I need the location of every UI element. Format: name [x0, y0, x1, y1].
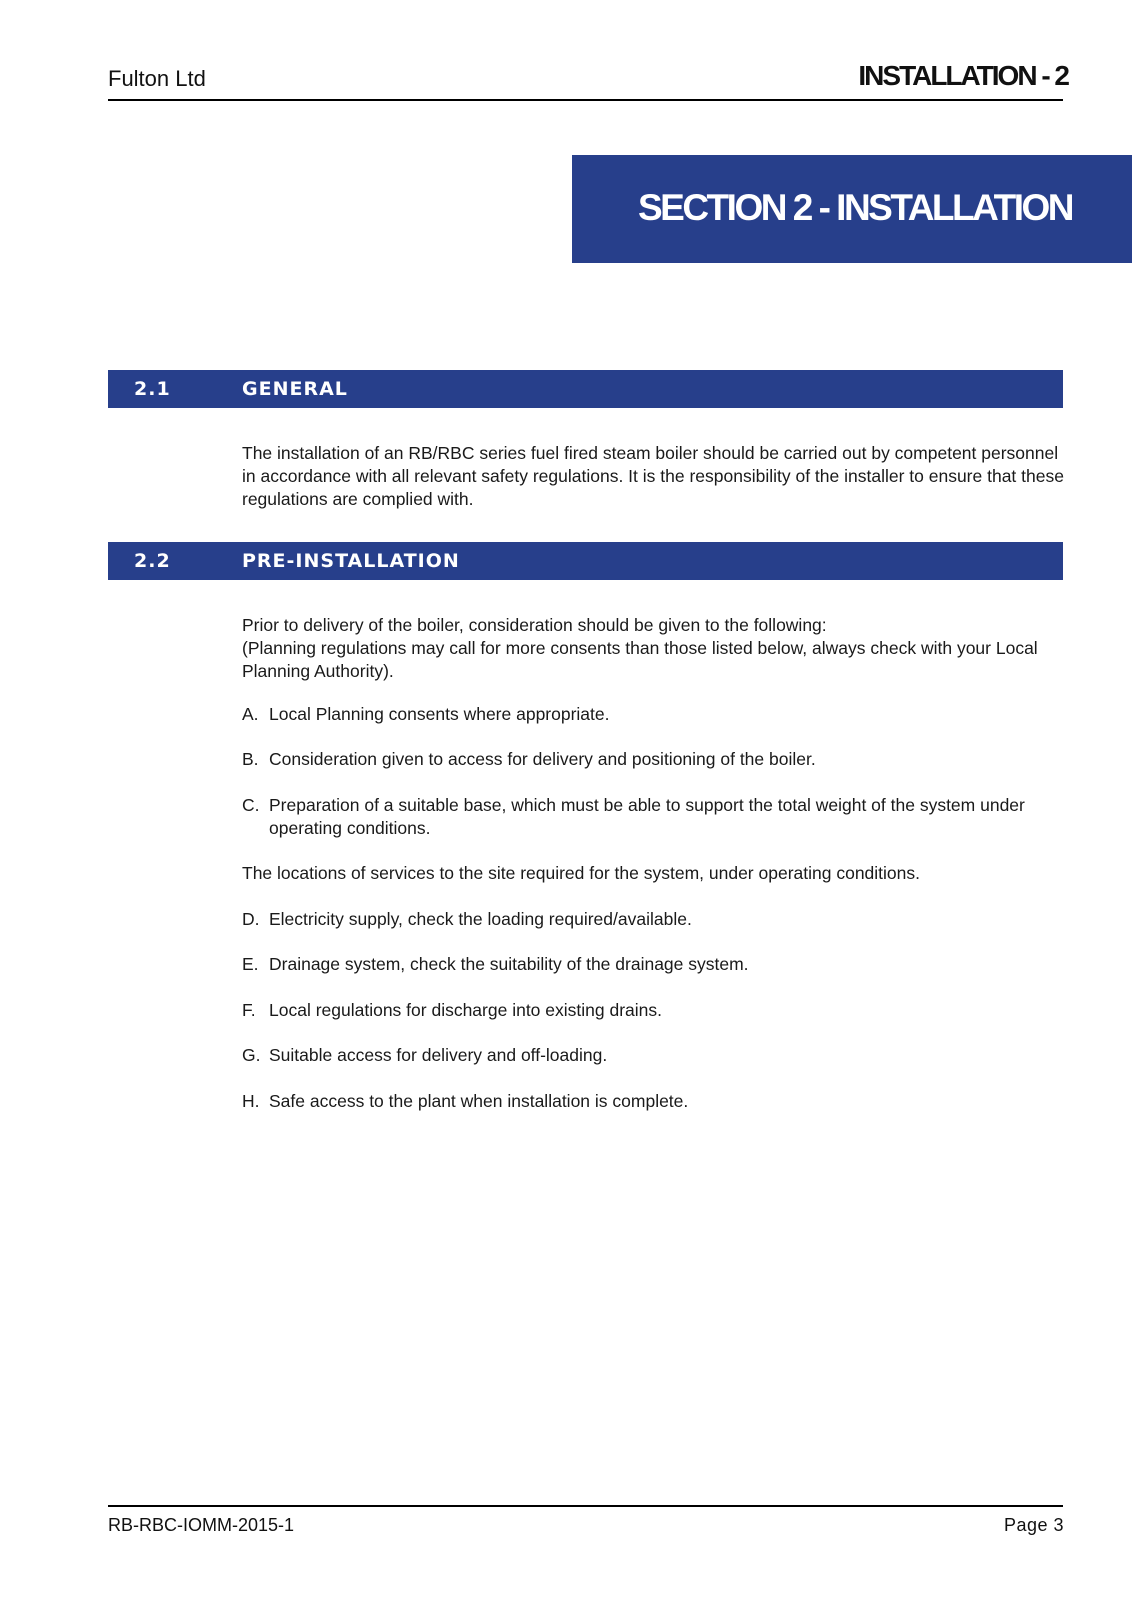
- item-letter: H.: [242, 1091, 260, 1111]
- intro-line: Prior to delivery of the boiler, consideration should be given to the following:: [242, 615, 827, 635]
- item-letter: C.: [242, 795, 260, 815]
- list-item: [242, 999, 1072, 1022]
- item-text: Suitable access for delivery and off-loading.: [269, 1045, 608, 1065]
- section-title: GENERAL: [242, 378, 348, 400]
- chapter-title: INSTALLATION - 2: [858, 60, 1068, 91]
- general-paragraph: The installation of an RB/RBC series fuel fired steam boiler should be carried out by competent personnel in accordance with all relevant safety regulations. It is the responsibility of the installer to ensure that these regulations are complied with.: [242, 443, 1064, 509]
- item-text: Consideration given to access for delivery and positioning of the boiler.: [269, 749, 816, 769]
- item-letter: A.: [242, 704, 259, 724]
- list-item: [242, 908, 1072, 931]
- item-text: Local Planning consents where appropriate.: [269, 704, 610, 724]
- item-letter: D.: [242, 909, 260, 929]
- section-title: PRE-INSTALLATION: [242, 550, 460, 572]
- pre-installation-intro: [242, 614, 1072, 683]
- item-text: Preparation of a suitable base, which must be able to support the total weight of the system under operating conditions.: [269, 795, 1025, 838]
- list-item: [242, 1044, 1072, 1067]
- section-2-1-header: [108, 370, 1063, 408]
- section-banner-title: SECTION 2 - INSTALLATION: [637, 187, 1072, 228]
- item-text: Local regulations for discharge into existing drains.: [269, 1000, 662, 1020]
- footer-divider: [108, 1505, 1063, 1507]
- list-item: [242, 748, 1072, 771]
- item-letter: B.: [242, 749, 259, 769]
- page-number: Page 3: [1003, 1515, 1064, 1535]
- item-text: Drainage system, check the suitability of the drainage system.: [269, 954, 749, 974]
- section-2-2-header: [108, 542, 1063, 580]
- item-letter: G.: [242, 1045, 261, 1065]
- section-number: 2.1: [134, 378, 171, 400]
- list-item: [242, 953, 1072, 976]
- item-text: Safe access to the plant when installation is complete.: [269, 1091, 689, 1111]
- list-item: [242, 1090, 1072, 1113]
- section-number: 2.2: [134, 550, 171, 572]
- list-item: [242, 794, 1072, 840]
- header-divider: [108, 99, 1063, 101]
- document-reference: RB-RBC-IOMM-2015-1: [108, 1515, 295, 1535]
- services-line: The locations of services to the site required for the system, under operating conditions.: [242, 863, 920, 883]
- item-letter: F.: [242, 1000, 256, 1020]
- item-text: Electricity supply, check the loading required/available.: [269, 909, 692, 929]
- list-item: [242, 703, 1072, 726]
- section-banner: [572, 155, 1132, 263]
- item-letter: E.: [242, 954, 259, 974]
- intro-note: (Planning regulations may call for more consents than those listed below, always check with your Local Planning Authority).: [242, 638, 1038, 681]
- company-name: Fulton Ltd: [108, 66, 206, 91]
